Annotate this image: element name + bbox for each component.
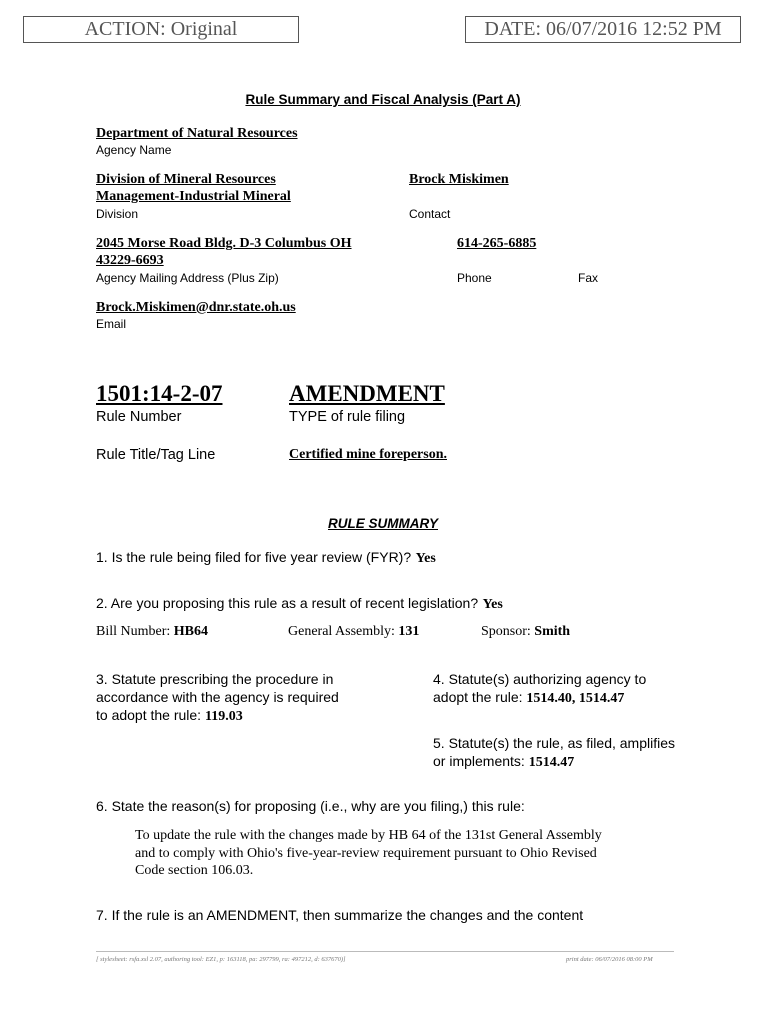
address-line2: 43229-6693 (96, 253, 164, 268)
question-3 (96, 670, 339, 726)
question-4-line2: adopt the rule: (433, 689, 523, 705)
rule-title-label: Rule Title/Tag Line (96, 447, 216, 463)
question-5-line2-row (433, 752, 675, 772)
address-line1: 2045 Morse Road Bldg. D-3 Columbus OH (96, 236, 352, 251)
question-6-answer-line3: Code section 106.03. (135, 863, 254, 878)
question-2 (96, 595, 503, 613)
question-5-line1: 5. Statute(s) the rule, as filed, amplifies (433, 735, 675, 751)
question-5-answer: 1514.47 (528, 755, 575, 770)
question-7: 7. If the rule is an AMENDMENT, then summarize the changes and the content (96, 907, 584, 923)
rule-number: 1501:14-2-07 (96, 381, 223, 406)
rule-summary-heading: RULE SUMMARY (327, 516, 438, 531)
email-label: Email (96, 317, 127, 331)
question-5-line2: or implements: (433, 753, 525, 769)
bill-number (96, 624, 208, 640)
action-box (23, 16, 299, 43)
question-6-answer-line2: and to comply with Ohio's five-year-review requirement pursuant to Ohio Revised (135, 845, 597, 861)
question-2-answer: Yes (482, 597, 503, 612)
general-assembly-label: General Assembly: (288, 624, 395, 639)
date-box (465, 16, 741, 43)
bill-number-label: Bill Number: (96, 624, 171, 639)
question-3-line1: 3. Statute prescribing the procedure in (96, 671, 334, 687)
division-label: Division (96, 207, 139, 221)
question-3-line3-row (96, 706, 339, 726)
sponsor-value: Smith (534, 624, 571, 639)
division-line1: Division of Mineral Resources (96, 172, 276, 187)
general-assembly (288, 624, 419, 640)
general-assembly-value: 131 (398, 624, 420, 639)
email-address: Brock.Miskimen@dnr.state.oh.us (96, 300, 296, 315)
address-label: Agency Mailing Address (Plus Zip) (96, 271, 279, 285)
question-4-answer: 1514.40, 1514.47 (526, 691, 625, 706)
phone-number: 614-265-6885 (457, 236, 537, 251)
bill-number-value: HB64 (173, 624, 209, 639)
action-text: ACTION: Original (84, 18, 238, 40)
sponsor-label: Sponsor: (481, 624, 531, 639)
question-6-answer-line1: To update the rule with the changes made by HB 64 of the 131st General Assembly (135, 828, 602, 843)
date-text: DATE: 06/07/2016 12:52 PM (484, 18, 722, 40)
question-4-line2-row (433, 688, 646, 708)
fax-label: Fax (578, 271, 599, 285)
question-1-answer: Yes (415, 551, 436, 566)
question-1-text: 1. Is the rule being filed for five year review (FYR)? (96, 549, 412, 565)
question-3-answer: 119.03 (204, 709, 243, 724)
question-4 (433, 670, 646, 708)
question-5 (433, 734, 675, 772)
question-3-line3: to adopt the rule: (96, 707, 202, 723)
footer-divider (96, 951, 674, 952)
question-2-text: 2. Are you proposing this rule as a result of recent legislation? (96, 595, 479, 611)
agency-name: Department of Natural Resources (96, 126, 298, 141)
agency-name-label: Agency Name (96, 143, 172, 157)
footer-print-date: print date: 06/07/2016 08:00 PM (566, 956, 653, 963)
rule-number-label: Rule Number (96, 409, 182, 425)
question-4-line1: 4. Statute(s) authorizing agency to (433, 671, 647, 687)
question-6: 6. State the reason(s) for proposing (i.e., why are you filing,) this rule: (96, 798, 525, 814)
rule-type: AMENDMENT (289, 381, 445, 406)
page-title: Rule Summary and Fiscal Analysis (Part A) (245, 92, 521, 107)
contact-label: Contact (409, 207, 451, 221)
rule-title: Certified mine foreperson. (289, 447, 447, 462)
question-6-answer (135, 827, 602, 880)
division-line2: Management-Industrial Mineral (96, 189, 291, 204)
footer-stylesheet-info: [ stylesheet: rsfa.xsl 2.07, authoring tool: EZ1, p: 163118, pa: 297799, ra: 497212, d: 637670)] (96, 956, 346, 963)
sponsor (481, 624, 570, 640)
phone-label: Phone (457, 271, 492, 285)
contact-name: Brock Miskimen (409, 172, 509, 187)
rule-type-label: TYPE of rule filing (289, 409, 406, 425)
question-1 (96, 549, 436, 567)
question-3-line2: accordance with the agency is required (96, 689, 339, 705)
